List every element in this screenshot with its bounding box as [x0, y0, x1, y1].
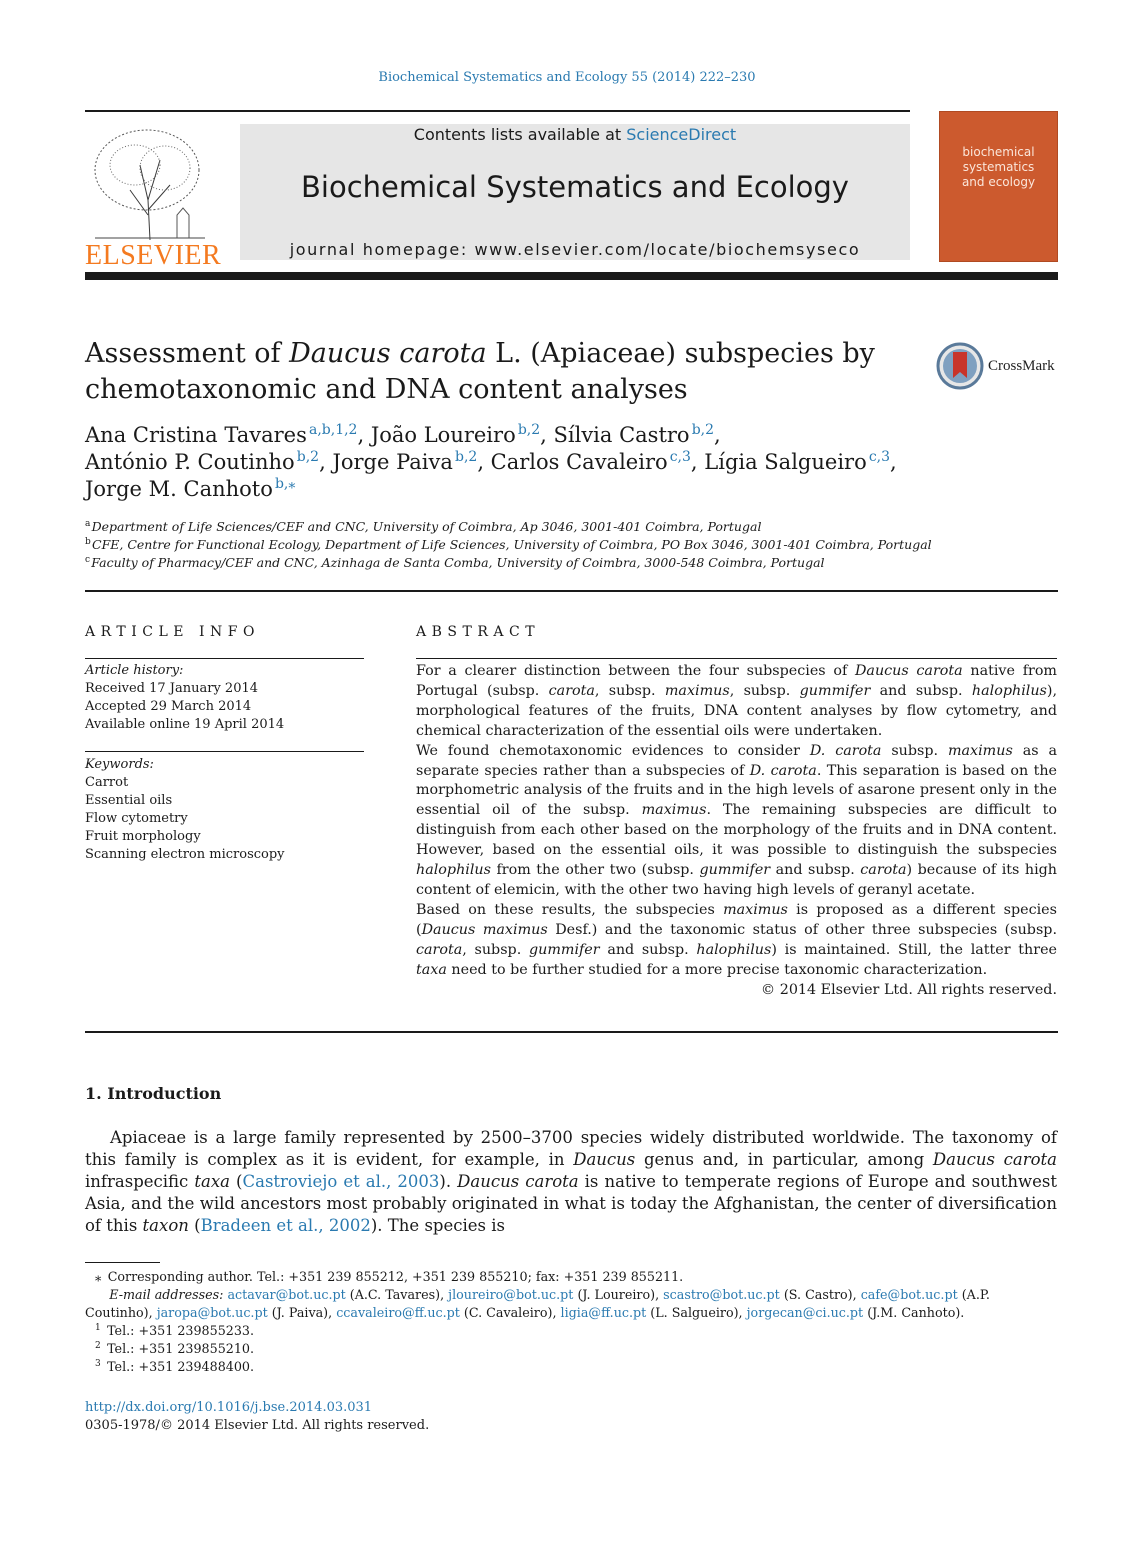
- affiliation-key: a: [85, 519, 91, 529]
- author-name: Jorge Paiva: [332, 450, 453, 474]
- email-owner: (J.M. Canhoto).: [867, 1305, 965, 1320]
- email-owner: (J. Paiva): [271, 1305, 329, 1320]
- footnote-text: Tel.: +351 239855233.: [107, 1323, 255, 1338]
- sciencedirect-link[interactable]: ScienceDirect: [626, 125, 737, 144]
- title-text: chemotaxonomic and DNA content analyses: [85, 374, 688, 405]
- footnote-corresponding: ⁎ Corresponding author. Tel.: +351 239 855212, +351 239 855210; fax: +351 239 855211.: [95, 1269, 684, 1284]
- contents-prefix: Contents lists available at: [413, 125, 627, 144]
- keyword: Carrot: [85, 775, 129, 790]
- email-owner: (A.P. Coutinho): [85, 1287, 990, 1320]
- affiliation-item: [85, 518, 985, 536]
- affiliation-text: CFE, Centre for Functional Ecology, Department of Life Sciences, University of Coimbra, PO Box 3046, 3001-401 Coimbra, Portugal: [92, 537, 932, 552]
- author-name: Carlos Cavaleiro: [490, 450, 668, 474]
- abstract-heading: ABSTRACT: [416, 624, 541, 640]
- cover-line: and ecology: [961, 175, 1036, 189]
- title-species: Daucus carota: [289, 338, 487, 369]
- abstract-paragraph: We found chemotaxonomic evidences to consider D. carota subsp. maximus as a separate species rather than a subspecies of D. carota. This separation is based on the morphometric analysis of the fruits and in the high levels of asarone present only in the essential oil of the subsp. maximus. The remaining subspecies are difficult to distinguish from each other based on the morphology of the fruits and in DNA content. However, based on the essential oils, it was possible to distinguish the subspecies halophilus from the other two (subsp. gummifer and subsp. carota) because of its high content of elemicin, with the other two having high levels of geranyl acetate.: [416, 742, 1058, 898]
- author-affil-ref[interactable]: b,2: [691, 422, 715, 438]
- crossmark-icon[interactable]: [936, 342, 984, 390]
- accepted-date: Accepted 29 March 2014: [85, 699, 252, 714]
- author-name: Lígia Salgueiro: [704, 450, 867, 474]
- article-info: [85, 662, 365, 864]
- author-affil-ref[interactable]: c,3: [868, 449, 891, 465]
- email-link[interactable]: cafe@bot.uc.pt: [860, 1287, 958, 1302]
- crossmark-label[interactable]: CrossMark: [988, 358, 1055, 374]
- email-owner: (L. Salgueiro): [650, 1305, 739, 1320]
- keyword: Essential oils: [85, 793, 173, 808]
- affiliation-item: [85, 536, 985, 554]
- email-owner: (A.C. Tavares): [349, 1287, 441, 1302]
- author-affil-ref[interactable]: b,2: [296, 449, 320, 465]
- author-name: João Loureiro: [370, 423, 516, 447]
- issn-line: 0305-1978/© 2014 Elsevier Ltd. All rights reserved.: [85, 1418, 430, 1433]
- email-link[interactable]: ligia@ff.uc.pt: [560, 1305, 647, 1320]
- affiliations: [85, 518, 985, 572]
- author-affil-ref[interactable]: b,⁎: [274, 476, 296, 492]
- citation-link[interactable]: Bradeen et al., 2002: [200, 1216, 371, 1235]
- section-divider: [85, 1031, 1058, 1033]
- history-label: Article history:: [85, 663, 184, 678]
- email-link[interactable]: jloureiro@bot.uc.pt: [448, 1287, 574, 1302]
- footnote-emails: E-mail addresses: actavar@bot.uc.pt (A.C. Tavares), jloureiro@bot.uc.pt (J. Loureiro), scastro@bot.uc.pt (S. Castro), cafe@bot.uc.pt (A.P. Coutinho), jaropa@bot.uc.pt (J. Paiva), ccavaleiro@ff.uc.pt (C. Cavaleiro), ligia@ff.uc.pt (L. Salgueiro), jorgecan@ci.uc.pt (J.M. Canhoto).: [85, 1287, 990, 1320]
- footnotes: [85, 1268, 1057, 1376]
- affiliation-key: b: [85, 537, 91, 547]
- intro-paragraph: Apiaceae is a large family represented by 2500–3700 species widely distributed worldwide. The taxonomy of this family is complex as it is evident, for example, in Daucus genus and, in particular, among Daucus carota infraspecific taxa (Castroviejo et al., 2003). Daucus carota is native to temperate regions of Europe and southwest Asia, and the wild ancestors most probably originated in what is today the Afghanistan, the center of diversification of this taxon (Bradeen et al., 2002). The species is: [85, 1128, 1058, 1235]
- author-name: António P. Coutinho: [85, 450, 295, 474]
- abstract-body: [416, 662, 1057, 1000]
- author-name: Ana Cristina Tavares: [85, 423, 307, 447]
- title-text: Assessment of: [85, 338, 290, 369]
- elsevier-wordmark: ELSEVIER: [85, 240, 222, 271]
- journal-cover-title: [945, 145, 1052, 190]
- footnote-text: Tel.: +351 239488400.: [107, 1359, 255, 1374]
- affiliation-item: [85, 554, 985, 572]
- abstract-paragraph: Based on these results, the subspecies maximus is proposed as a different species (Daucus maximus Desf.) and the taxonomic status of other three subspecies (subsp. carota, subsp. gummifer and subsp. halophilus) is maintained. Still, the latter three taxa need to be further studied for a more precise taxonomic characterization.: [416, 901, 1057, 978]
- keyword: Scanning electron microscopy: [85, 847, 285, 862]
- abstract-paragraph: For a clearer distinction between the four subspecies of Daucus carota native from Portugal (subsp. carota, subsp. maximus, subsp. gummifer and subsp. halophilus), morphological features of the fruits, DNA content analyses by flow cytometry, and chemical characterization of the essential oils were undertaken.: [416, 663, 1058, 739]
- author-name: Sílvia Castro: [553, 423, 690, 447]
- affiliation-key: c: [85, 555, 91, 565]
- author-name: Jorge M. Canhoto: [85, 477, 273, 501]
- affiliation-text: Department of Life Sciences/CEF and CNC, University of Coimbra, Ap 3046, 3001-401 Coimbra, Portugal: [91, 519, 762, 534]
- email-owner: (J. Loureiro): [577, 1287, 656, 1302]
- received-date: Received 17 January 2014: [85, 681, 259, 696]
- email-link[interactable]: jorgecan@ci.uc.pt: [746, 1305, 864, 1320]
- contents-line: [240, 125, 910, 144]
- author-affil-ref[interactable]: c,3: [669, 449, 691, 465]
- doi-link[interactable]: http://dx.doi.org/10.1016/j.bse.2014.03.031: [85, 1400, 373, 1415]
- email-label: E-mail addresses:: [109, 1287, 224, 1302]
- intro-heading: 1. Introduction: [85, 1084, 222, 1103]
- cover-line: systematics: [962, 160, 1035, 174]
- email-link[interactable]: scastro@bot.uc.pt: [663, 1287, 780, 1302]
- author-affil-ref[interactable]: b,2: [517, 422, 541, 438]
- author-affil-ref[interactable]: a,b,1,2: [308, 422, 358, 438]
- header-thick-rule: [85, 272, 1058, 280]
- journal-homepage[interactable]: journal homepage: www.elsevier.com/locate/biochemsyseco: [289, 240, 861, 259]
- footnote-text: Tel.: +351 239855210.: [107, 1341, 255, 1356]
- email-owner: (C. Cavaleiro): [463, 1305, 553, 1320]
- author-list: Ana Cristina Tavares $^{a,b,1,2}$, João Loureiro $^{b,2}$, Sílvia Castro $^{b,2}$, António P. Coutinho $^{b,2}$, Jorge Paiva $^{b,2}$, Carlos Cavaleiro $^{c,3}$, Lígia Salgueiro $^{c,3}$, Jorge M. Canhoto $^{b,⁎}$: [85, 422, 897, 501]
- footnote-rule: [85, 1262, 160, 1263]
- footnote-tel: $^1$ Tel.: +351 239855233.: [95, 1323, 255, 1338]
- email-link[interactable]: jaropa@bot.uc.pt: [156, 1305, 268, 1320]
- online-date: Available online 19 April 2014: [85, 717, 285, 732]
- citation-link[interactable]: Castroviejo et al., 2003: [242, 1172, 440, 1191]
- affiliation-text: Faculty of Pharmacy/CEF and CNC, Azinhaga de Santa Comba, University of Coimbra, 3000-548 Coimbra, Portugal: [91, 555, 825, 570]
- email-link[interactable]: actavar@bot.uc.pt: [227, 1287, 346, 1302]
- journal-title: Biochemical Systematics and Ecology: [301, 170, 849, 204]
- email-link[interactable]: ccavaleiro@ff.uc.pt: [336, 1305, 460, 1320]
- article-title: [85, 336, 905, 408]
- section-divider: [85, 590, 1058, 592]
- article-info-heading: ARTICLE INFO: [85, 624, 260, 640]
- title-text: L. (Apiaceae) subspecies by: [486, 338, 875, 369]
- keyword: Fruit morphology: [85, 829, 201, 844]
- cover-line: biochemical: [962, 145, 1035, 159]
- footnote-tel: $^3$ Tel.: +351 239488400.: [95, 1359, 255, 1374]
- header-rule: [85, 110, 910, 112]
- journal-citation[interactable]: Biochemical Systematics and Ecology 55 (2014) 222–230: [378, 70, 756, 85]
- abstract-copyright: © 2014 Elsevier Ltd. All rights reserved.: [760, 981, 1057, 998]
- abstract-divider: [416, 658, 1057, 659]
- author-affil-ref[interactable]: b,2: [454, 449, 478, 465]
- info-divider: [85, 658, 364, 659]
- info-divider: [85, 751, 364, 752]
- footnote-tel: $^2$ Tel.: +351 239855210.: [95, 1341, 255, 1356]
- footnote-text: Corresponding author. Tel.: +351 239 855212, +351 239 855210; fax: +351 239 855211.: [107, 1269, 684, 1284]
- email-owner: (S. Castro): [783, 1287, 853, 1302]
- keywords-label: Keywords:: [85, 757, 154, 772]
- keyword: Flow cytometry: [85, 811, 188, 826]
